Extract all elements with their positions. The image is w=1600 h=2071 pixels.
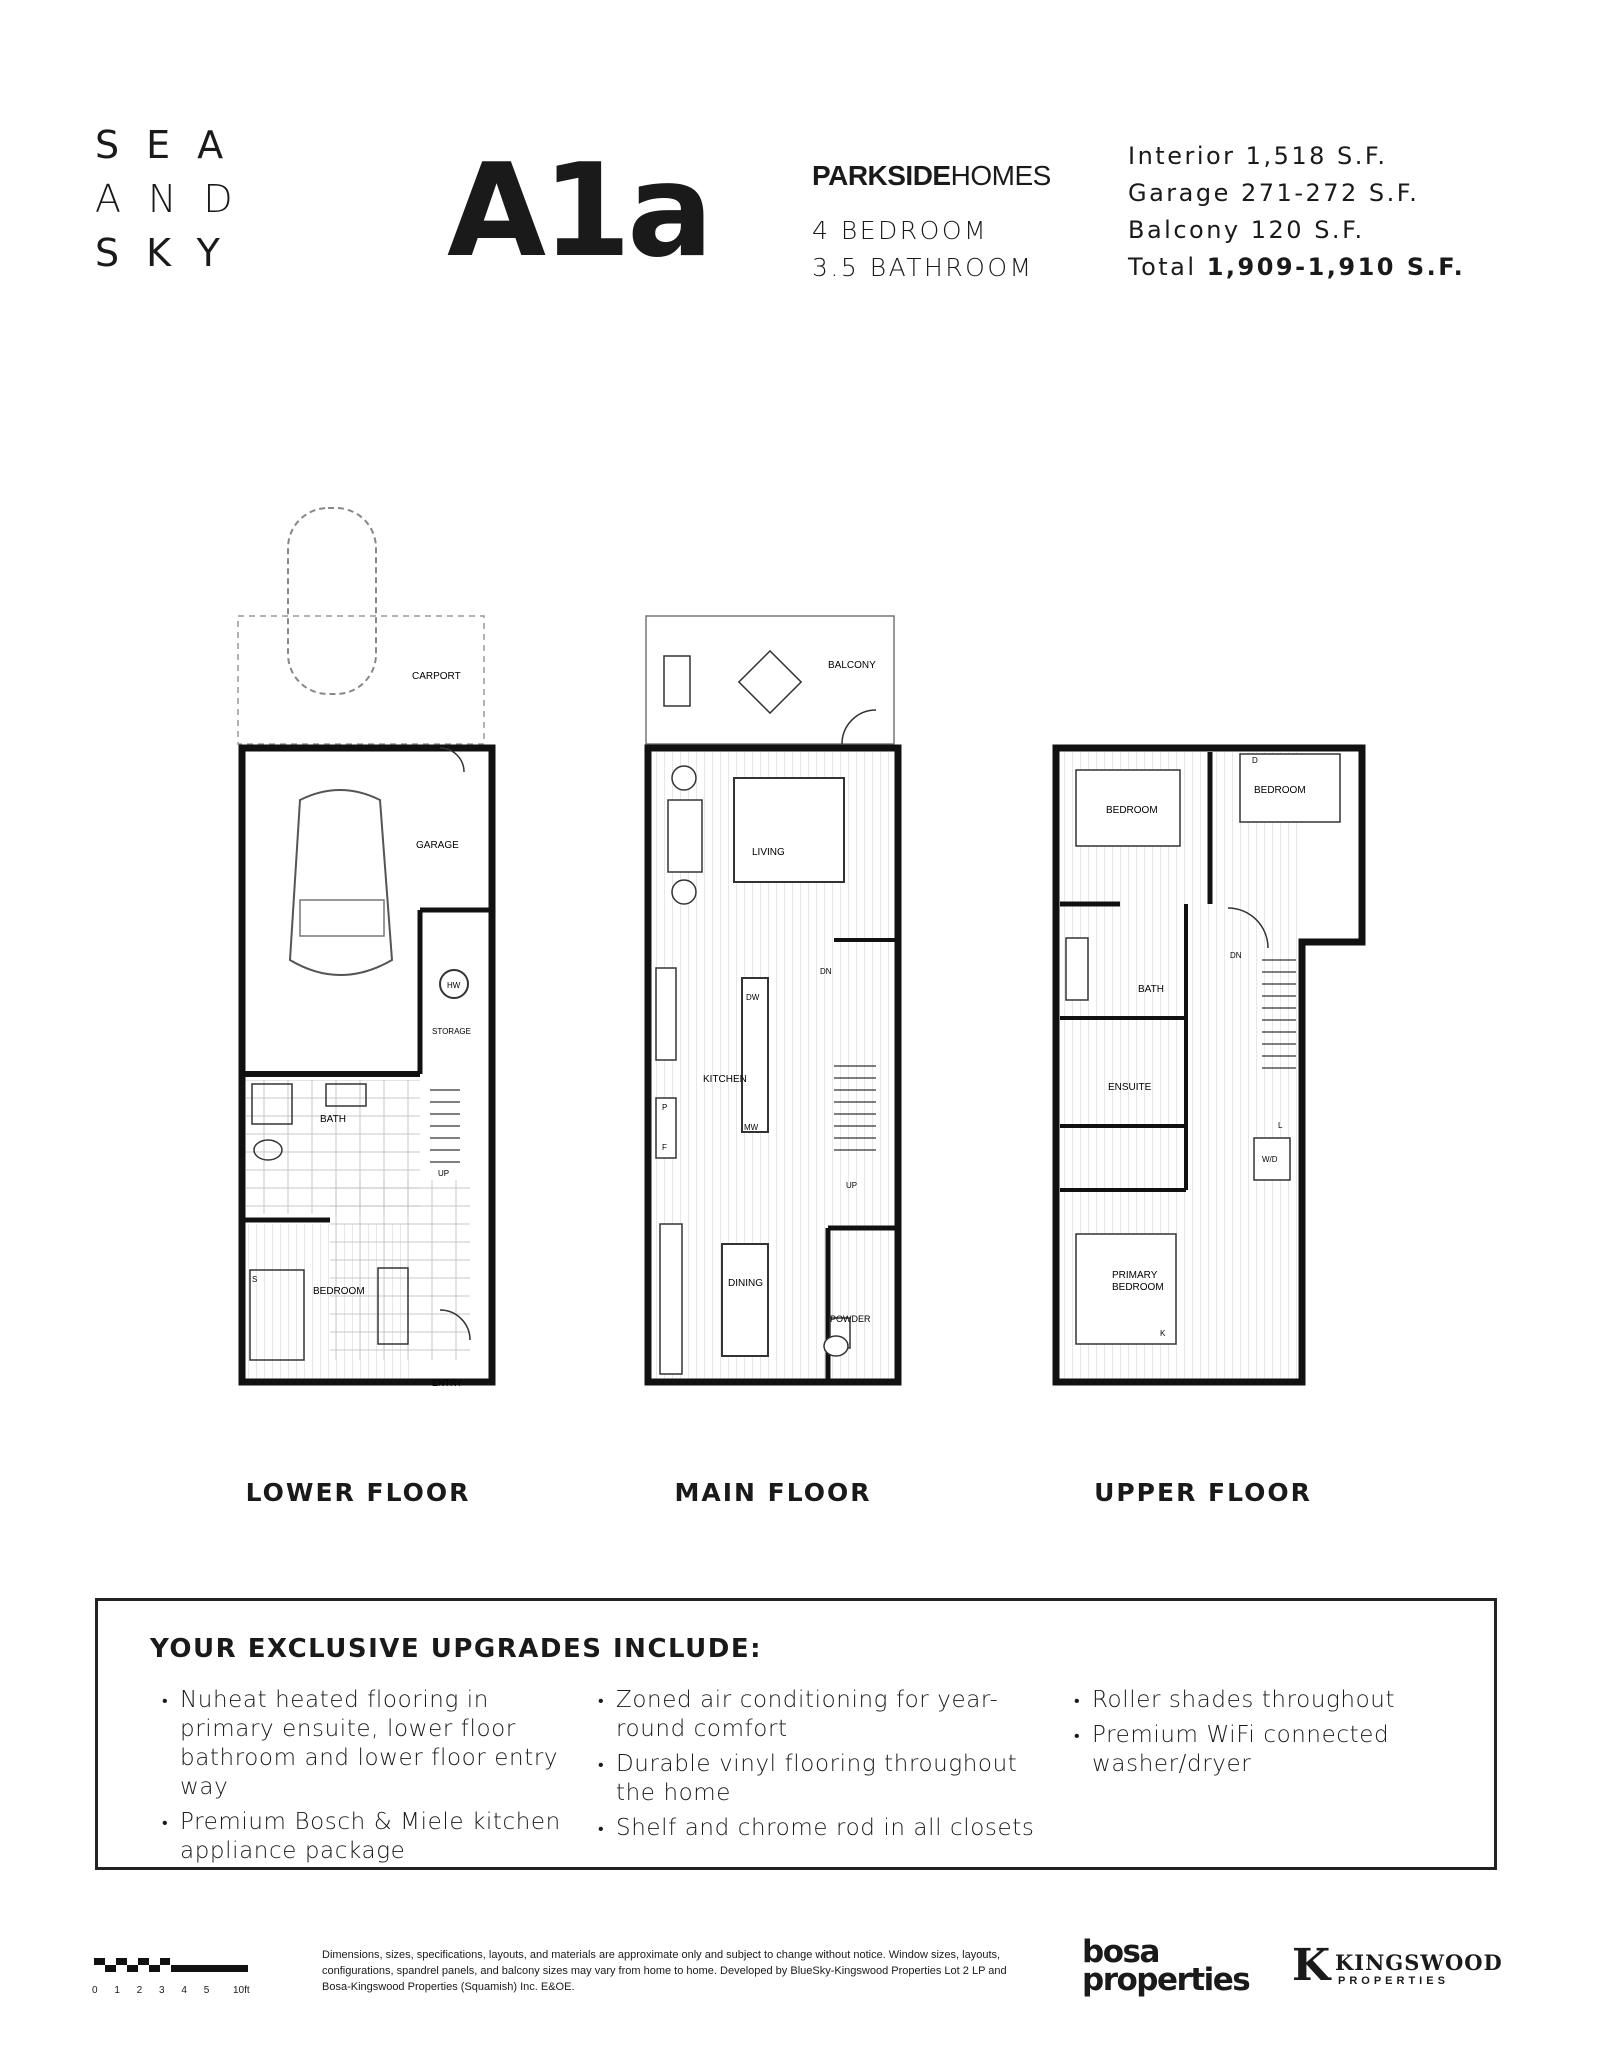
label-powder: POWDER — [830, 1314, 871, 1324]
label-balcony: BALCONY — [828, 660, 876, 671]
plan-code: A1a — [447, 137, 710, 286]
label-primary-2: BEDROOM — [1112, 1282, 1164, 1293]
label-carport: CARPORT — [412, 671, 461, 682]
brand-line-3: SKY — [95, 231, 247, 275]
garage-car-outline — [290, 790, 392, 975]
garage-area: Garage 271-272 S.F. — [1128, 179, 1420, 207]
kingswood-logo-sub: PROPERTIES — [1338, 1975, 1449, 1987]
upgrade-item: • Nuheat heated flooring in primary ensuite, lower floor bathroom and lower floor entry way — [162, 1686, 582, 1802]
label-lower-bedroom: BEDROOM — [313, 1286, 365, 1297]
label-lower-up: UP — [438, 1169, 450, 1178]
label-ensuite: ENSUITE — [1108, 1082, 1152, 1093]
brand-line-1: SEA — [95, 123, 251, 167]
upgrade-item: • Premium WiFi connected washer/dryer — [1074, 1721, 1454, 1779]
label-kitchen: KITCHEN — [703, 1074, 747, 1085]
label-p: P — [662, 1103, 668, 1112]
collection-bold: PARKSIDE — [812, 160, 951, 191]
label-living: LIVING — [752, 847, 785, 858]
total-value: 1,909-1,910 S.F. — [1206, 253, 1466, 281]
label-main-dn: DN — [820, 967, 832, 976]
dining-table — [722, 1244, 768, 1356]
scale-bar — [92, 1956, 262, 1984]
living-rug — [734, 778, 844, 882]
disclaimer: Dimensions, sizes, specifications, layouts, and materials are approximate only and subject to change without notice. Window sizes, layouts, configurations, spandrel panels, and balcony sizes may vary from home to home. Developed by BlueSky-Kingswood Properties Lot 2 LP and Bosa-Kingswood Properties (Squamish) Inc. E&OE. — [322, 1949, 1007, 1993]
label-lower-bath: BATH — [320, 1114, 346, 1125]
kingswood-logo: KINGSWOOD — [1335, 1950, 1503, 1975]
label-lower-s: S — [252, 1275, 258, 1284]
upgrades-column-1 — [162, 1686, 582, 1872]
balcony-area: Balcony 120 S.F. — [1128, 216, 1365, 244]
bathroom-count: 3.5 BATHROOM — [812, 253, 1034, 282]
label-d: D — [1252, 756, 1258, 765]
upgrades-title: YOUR EXCLUSIVE UPGRADES INCLUDE: — [150, 1634, 763, 1664]
label-bedroom-a: BEDROOM — [1106, 805, 1158, 816]
kingswood-k-icon: K — [1292, 1940, 1331, 1991]
total-label: Total — [1128, 253, 1197, 281]
upper-floor-plan — [1056, 748, 1362, 1382]
upgrades-column-3 — [1074, 1686, 1454, 1785]
brand-line-2: AND — [95, 177, 260, 221]
label-k: K — [1160, 1329, 1166, 1338]
label-upper-bath: BATH — [1138, 984, 1164, 995]
label-garage: GARAGE — [416, 840, 459, 851]
bosa-logo-line-2: properties — [1082, 1962, 1250, 1998]
label-entry: ENTRY — [432, 1378, 463, 1388]
upper-floor-label: UPPER FLOOR — [1094, 1478, 1312, 1507]
label-upper-dn: DN — [1230, 951, 1242, 960]
scale-numbers: 0 1 2 3 4 5 — [92, 1985, 217, 1996]
label-dw: DW — [746, 993, 760, 1002]
label-storage: STORAGE — [432, 1027, 471, 1036]
carport-car-outline — [288, 508, 376, 694]
lower-floor-plan — [238, 508, 492, 1388]
upgrades-column-2 — [598, 1686, 1038, 1849]
upgrade-item: • Premium Bosch & Miele kitchen appliance package — [162, 1808, 582, 1866]
collection-rest: HOMES — [950, 160, 1051, 191]
lower-floor-label: LOWER FLOOR — [245, 1478, 471, 1507]
upgrade-item: • Zoned air conditioning for year-round comfort — [598, 1686, 1038, 1744]
upgrade-item: • Shelf and chrome rod in all closets — [598, 1814, 1038, 1843]
label-main-up: UP — [846, 1181, 858, 1190]
label-wd: W/D — [1262, 1155, 1278, 1164]
interior-area: Interior 1,518 S.F. — [1128, 142, 1388, 170]
bosa-properties-logo — [1082, 1934, 1250, 1998]
label-hw: HW — [447, 981, 461, 990]
main-floor-label: MAIN FLOOR — [674, 1478, 872, 1507]
label-f: F — [662, 1143, 667, 1152]
bedroom-count: 4 BEDROOM — [812, 216, 989, 245]
label-l: L — [1278, 1121, 1283, 1130]
scale-unit: 10ft — [233, 1985, 250, 1996]
bosa-logo-line-1: bosa — [1082, 1934, 1159, 1970]
upgrade-item: • Durable vinyl flooring throughout the home — [598, 1750, 1038, 1808]
label-mw: MW — [744, 1123, 759, 1132]
main-floor-plan — [646, 616, 898, 1382]
upgrade-item: • Roller shades throughout — [1074, 1686, 1454, 1715]
label-bedroom-b: BEDROOM — [1254, 785, 1306, 796]
label-dining: DINING — [728, 1278, 763, 1289]
label-primary-1: PRIMARY — [1112, 1270, 1158, 1281]
